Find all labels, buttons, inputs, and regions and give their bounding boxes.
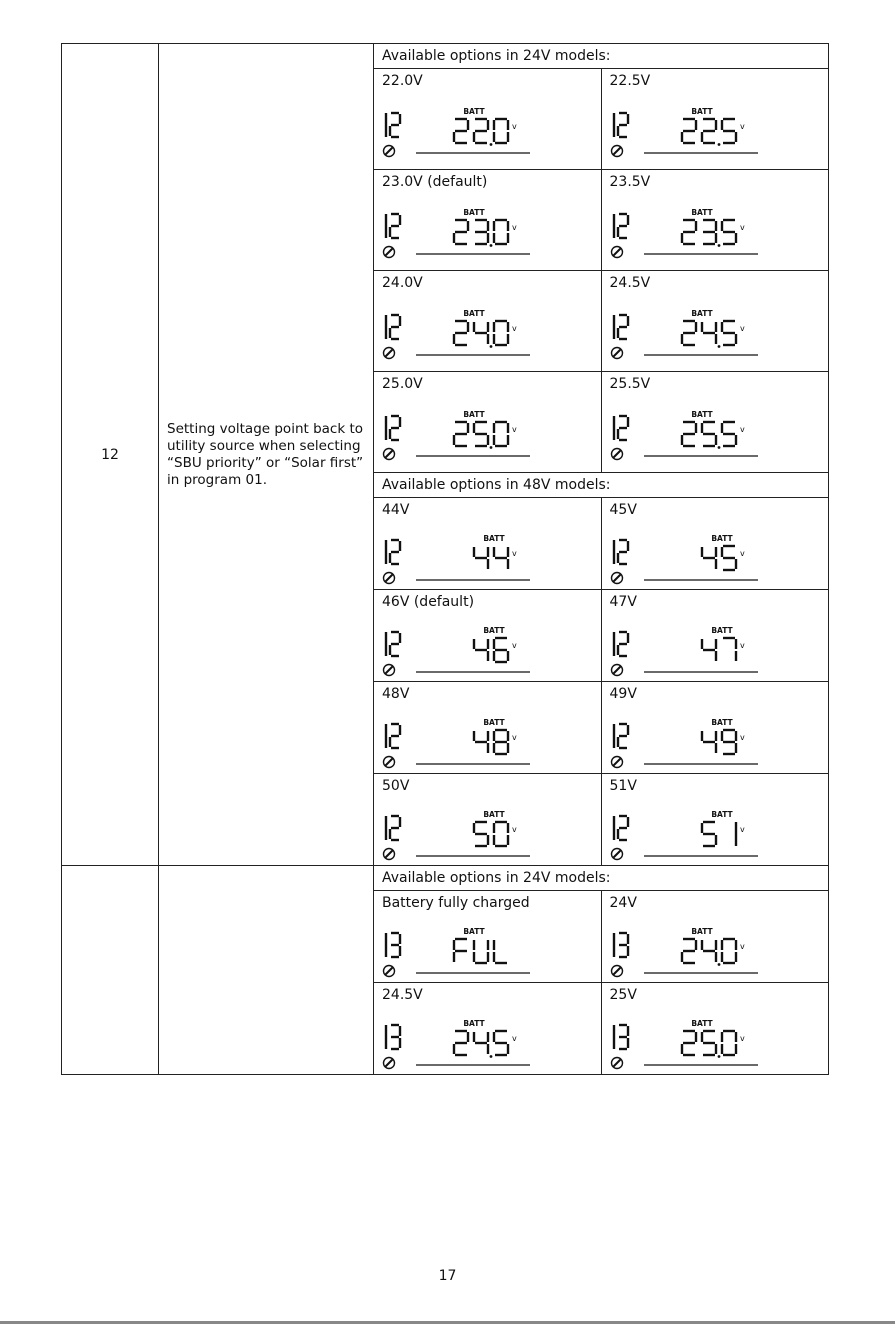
option-label: 24V	[609, 895, 637, 911]
lcd-digit	[454, 1031, 468, 1055]
option-cell	[374, 69, 602, 170]
option-label: 44V	[382, 502, 410, 518]
option-cell	[374, 170, 602, 271]
lcd-batt-label: BATT	[463, 1019, 485, 1028]
lcd-display	[608, 532, 768, 586]
wrench-icon	[384, 1058, 395, 1069]
lcd-decimal-point	[717, 1055, 720, 1058]
lcd-digit	[702, 639, 716, 661]
lcd-digit	[722, 321, 736, 345]
lcd-batt-label: BATT	[483, 718, 505, 727]
lcd-digit	[390, 724, 400, 748]
wrench-icon	[384, 849, 395, 860]
lcd-decimal-point	[490, 1055, 493, 1058]
lcd-digit	[391, 1025, 400, 1049]
wrench-icon	[384, 348, 395, 359]
lcd-digit	[494, 940, 507, 963]
lcd-display	[608, 408, 768, 462]
lcd-digit	[702, 547, 716, 569]
lcd-digit	[702, 940, 716, 962]
wrench-icon	[611, 247, 622, 258]
lcd-digit	[390, 540, 400, 564]
lcd-digit	[390, 214, 400, 238]
lcd-display	[380, 408, 540, 462]
lcd-display	[608, 716, 768, 770]
lcd-digit	[618, 816, 628, 840]
lcd-digit	[474, 322, 488, 344]
lcd-digit	[702, 322, 716, 344]
lcd-digit	[391, 933, 400, 957]
option-cell	[601, 891, 829, 983]
lcd-unit: v	[512, 122, 517, 131]
lcd-digit	[619, 1025, 628, 1049]
option-cell	[374, 983, 602, 1075]
lcd-display	[380, 925, 540, 979]
lcd-decimal-point	[717, 345, 720, 348]
wrench-icon	[611, 849, 622, 860]
lcd-batt-label: BATT	[690, 309, 713, 318]
option-cell	[601, 682, 829, 774]
option-label: 22.0V	[382, 73, 423, 89]
lcd-digit	[390, 315, 400, 339]
lcd-batt-label: BATT	[690, 107, 713, 116]
lcd-digit	[494, 119, 508, 143]
lcd-digit	[702, 822, 716, 846]
lcd-decimal-point	[717, 244, 720, 247]
lcd-unit: v	[512, 641, 517, 650]
wrench-icon	[384, 449, 395, 460]
lcd-display	[608, 307, 768, 361]
lcd-digit	[703, 220, 716, 244]
lcd-digit	[494, 822, 508, 846]
option-cell	[601, 69, 829, 170]
lcd-digit	[618, 315, 628, 339]
option-cell	[374, 590, 602, 682]
lcd-digit	[618, 113, 628, 137]
options-header: Available options in 48V models:	[374, 473, 829, 498]
lcd-digit	[619, 933, 628, 957]
option-cell	[601, 372, 829, 473]
option-label: 48V	[382, 686, 410, 702]
lcd-digit	[682, 1031, 696, 1055]
lcd-decimal-point	[490, 345, 493, 348]
wrench-icon	[611, 573, 622, 584]
section-header-row	[62, 44, 829, 69]
lcd-digit	[618, 632, 628, 656]
lcd-unit: v	[739, 825, 745, 834]
lcd-batt-label: BATT	[463, 927, 485, 936]
lcd-digit	[390, 632, 400, 656]
lcd-unit: v	[512, 825, 517, 834]
option-label: 25.5V	[609, 376, 651, 392]
wrench-icon	[384, 247, 395, 258]
option-label: 24.5V	[382, 987, 423, 1003]
lcd-unit: v	[512, 324, 517, 333]
wrench-icon	[384, 573, 395, 584]
lcd-decimal-point	[717, 963, 720, 966]
lcd-digit	[702, 731, 716, 753]
lcd-decimal-point	[490, 244, 493, 247]
wrench-icon	[384, 665, 395, 676]
lcd-digit	[474, 119, 488, 143]
option-label: 51V	[609, 778, 637, 794]
option-cell	[374, 271, 602, 372]
option-label: 50V	[382, 778, 410, 794]
lcd-digit	[474, 940, 488, 963]
wrench-icon	[384, 146, 395, 157]
lcd-digit	[475, 220, 488, 244]
options-header: Available options in 24V models:	[374, 44, 829, 69]
option-label: 23.0V (default)	[382, 174, 488, 190]
wrench-icon	[611, 966, 622, 977]
lcd-digit	[454, 220, 468, 244]
wrench-icon	[611, 146, 622, 157]
lcd-digit	[474, 1032, 488, 1054]
lcd-decimal-point	[490, 143, 493, 146]
lcd-digit	[702, 1031, 716, 1055]
lcd-digit	[454, 422, 468, 446]
lcd-digit	[454, 119, 468, 143]
lcd-batt-label: BATT	[483, 626, 505, 635]
lcd-display	[608, 925, 768, 979]
option-cell	[374, 682, 602, 774]
lcd-digit	[618, 416, 628, 440]
lcd-digit	[722, 119, 736, 143]
program-number: 12	[62, 44, 159, 866]
lcd-batt-label: BATT	[690, 927, 713, 936]
lcd-decimal-point	[490, 446, 493, 449]
lcd-batt-label: BATT	[690, 208, 713, 217]
lcd-unit: v	[739, 1034, 745, 1043]
lcd-digit	[682, 119, 696, 143]
lcd-batt-label: BATT	[463, 208, 485, 217]
lcd-batt-label: BATT	[710, 718, 733, 727]
wrench-icon	[611, 449, 622, 460]
program-description	[159, 44, 374, 866]
option-label: 46V (default)	[382, 594, 475, 610]
option-label: 25V	[609, 987, 637, 1003]
lcd-digit	[390, 113, 400, 137]
lcd-display	[608, 624, 768, 678]
lcd-display	[380, 105, 540, 159]
lcd-digit	[494, 220, 508, 244]
lcd-unit: v	[512, 223, 517, 232]
lcd-batt-label: BATT	[690, 410, 713, 419]
lcd-display	[380, 307, 540, 361]
lcd-digit	[494, 1031, 508, 1055]
option-cell	[601, 774, 829, 866]
lcd-unit: v	[739, 641, 745, 650]
lcd-digit	[474, 547, 488, 569]
lcd-batt-label: BATT	[483, 534, 505, 543]
option-label: 23.5V	[609, 174, 651, 190]
section-header-row	[62, 866, 829, 891]
lcd-digit	[390, 816, 400, 840]
lcd-unit: v	[512, 425, 517, 434]
lcd-digit	[474, 822, 488, 846]
lcd-digit	[722, 939, 736, 963]
lcd-unit: v	[739, 122, 745, 131]
option-label: 24.5V	[609, 275, 651, 291]
lcd-decimal-point	[717, 446, 720, 449]
lcd-digit	[618, 540, 628, 564]
lcd-unit: v	[739, 223, 745, 232]
wrench-icon	[611, 1058, 622, 1069]
option-cell	[601, 498, 829, 590]
lcd-batt-label: BATT	[463, 309, 485, 318]
lcd-digit	[682, 220, 696, 244]
option-label: 49V	[609, 686, 637, 702]
lcd-digit	[474, 731, 488, 753]
option-cell	[374, 774, 602, 866]
lcd-batt-label: BATT	[463, 410, 485, 419]
settings-table	[61, 43, 829, 1075]
lcd-digit	[722, 220, 736, 244]
lcd-digit	[722, 546, 736, 570]
program-number	[62, 866, 159, 1075]
lcd-batt-label: BATT	[710, 810, 733, 819]
option-cell	[601, 170, 829, 271]
lcd-unit: v	[739, 942, 745, 951]
lcd-digit	[454, 321, 468, 345]
lcd-batt-label: BATT	[710, 626, 733, 635]
lcd-display	[380, 808, 540, 862]
option-cell	[601, 590, 829, 682]
lcd-display	[380, 1017, 540, 1071]
lcd-unit: v	[739, 324, 745, 333]
lcd-unit: v	[739, 425, 745, 434]
lcd-digit	[618, 724, 628, 748]
lcd-digit	[494, 321, 508, 345]
lcd-digit	[682, 939, 696, 963]
lcd-display	[380, 716, 540, 770]
option-label: 24.0V	[382, 275, 423, 291]
lcd-unit: v	[512, 733, 517, 742]
lcd-digit	[722, 730, 736, 754]
lcd-unit: v	[739, 733, 745, 742]
lcd-display	[380, 532, 540, 586]
wrench-icon	[384, 757, 395, 768]
program-description	[159, 866, 374, 1075]
option-cell	[374, 498, 602, 590]
option-cell	[601, 271, 829, 372]
lcd-unit: v	[512, 549, 517, 558]
lcd-display	[608, 206, 768, 260]
wrench-icon	[611, 665, 622, 676]
option-label: 47V	[609, 594, 637, 610]
lcd-digit	[474, 639, 488, 661]
lcd-digit	[494, 638, 508, 662]
page-number: 17	[438, 1268, 457, 1284]
option-label: 45V	[609, 502, 637, 518]
program-description-text: Setting voltage point back to utility source when selecting “SBU priority” or “Solar first” in program 01.	[167, 420, 364, 488]
lcd-batt-label: BATT	[483, 810, 505, 819]
option-label: 22.5V	[609, 73, 651, 89]
wrench-icon	[611, 348, 622, 359]
option-label: Battery fully charged	[382, 895, 530, 911]
lcd-display	[608, 105, 768, 159]
lcd-digit	[494, 547, 508, 569]
lcd-digit	[723, 638, 736, 661]
lcd-batt-label: BATT	[463, 107, 485, 116]
option-cell	[374, 891, 602, 983]
wrench-icon	[384, 966, 395, 977]
lcd-display	[608, 1017, 768, 1071]
lcd-digit	[702, 422, 716, 446]
lcd-batt-label: BATT	[690, 1019, 713, 1028]
lcd-digit	[390, 416, 400, 440]
lcd-digit	[454, 939, 467, 962]
lcd-digit	[494, 422, 508, 446]
lcd-unit: v	[739, 549, 745, 558]
lcd-digit	[494, 730, 508, 754]
option-cell	[374, 372, 602, 473]
lcd-digit	[722, 422, 736, 446]
wrench-icon	[611, 757, 622, 768]
lcd-digit	[722, 1031, 736, 1055]
lcd-display	[608, 808, 768, 862]
lcd-unit: v	[512, 1034, 517, 1043]
lcd-digit	[682, 422, 696, 446]
lcd-display	[380, 206, 540, 260]
option-label: 25.0V	[382, 376, 423, 392]
lcd-digit	[618, 214, 628, 238]
lcd-display	[380, 624, 540, 678]
options-header: Available options in 24V models:	[374, 866, 829, 891]
lcd-decimal-point	[717, 143, 720, 146]
lcd-digit	[474, 422, 488, 446]
lcd-digit	[702, 119, 716, 143]
option-cell	[601, 983, 829, 1075]
lcd-batt-label: BATT	[710, 534, 733, 543]
lcd-digit	[682, 321, 696, 345]
